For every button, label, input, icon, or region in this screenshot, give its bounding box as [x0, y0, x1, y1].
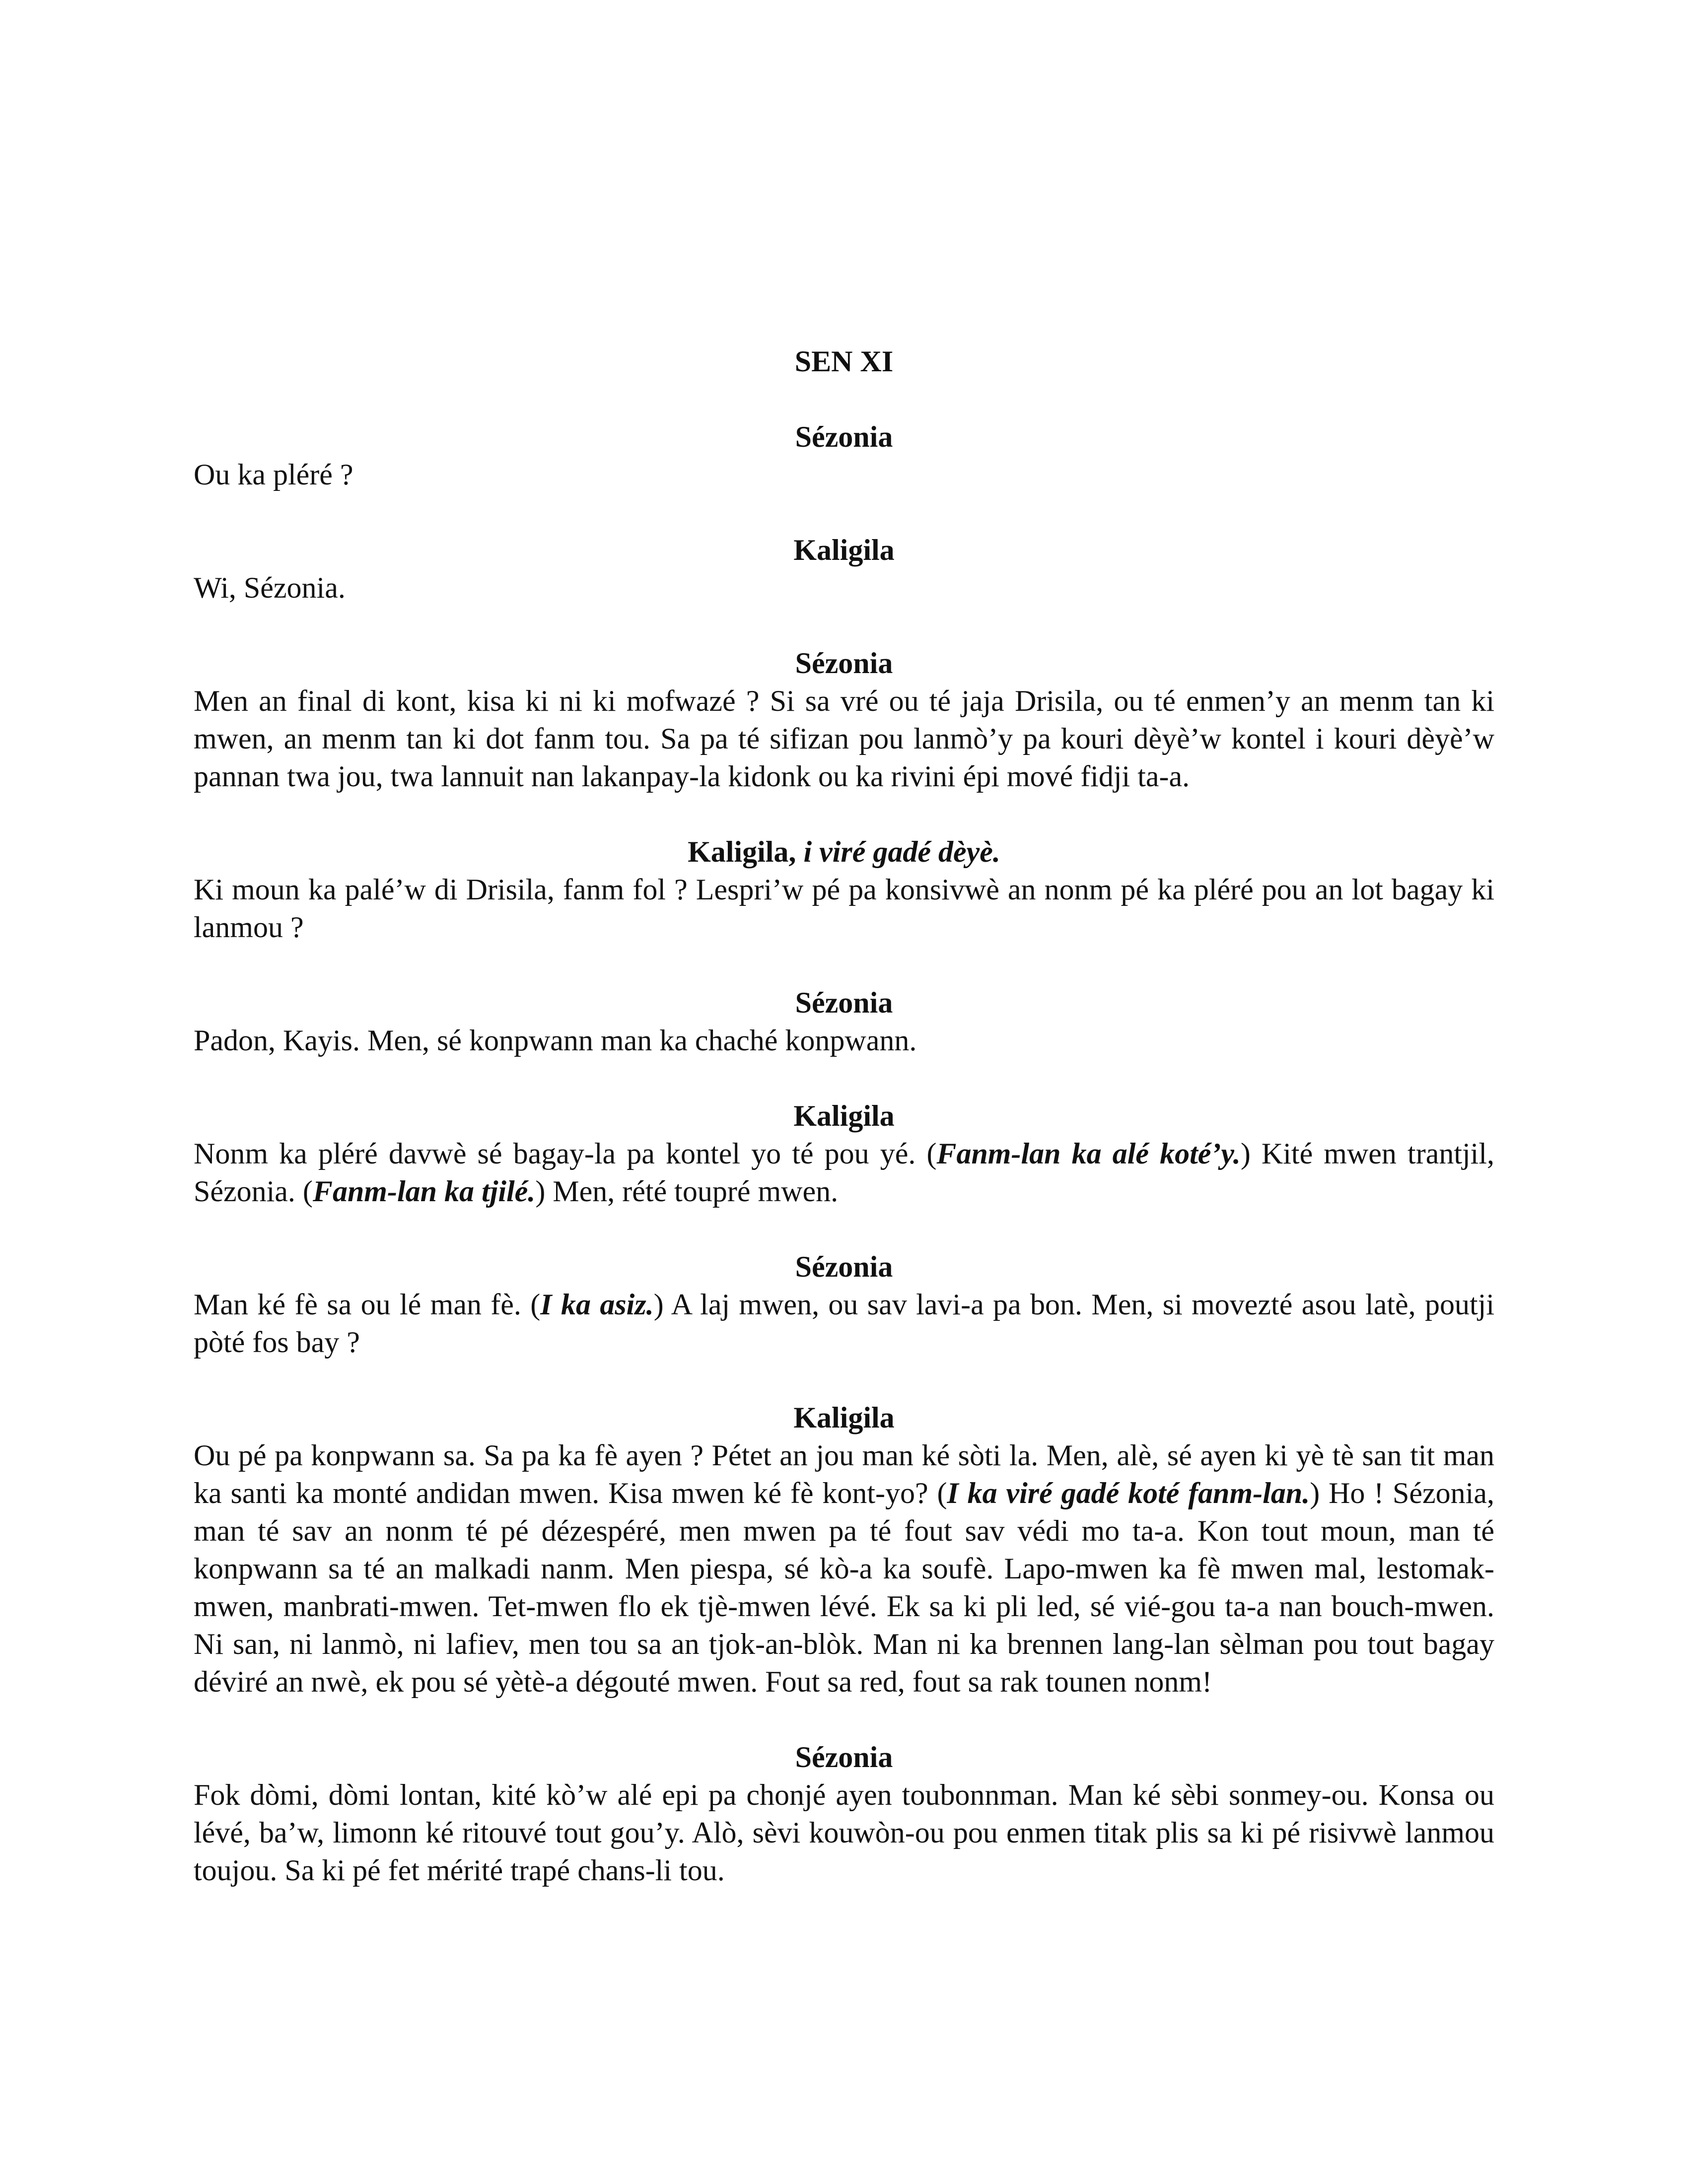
dialogue-block — [194, 833, 1494, 946]
speech-text: Men an final di kont, kisa ki ni ki mofwazé ? Si sa vré ou té jaja Drisila, ou té enmen’y an menm tan ki mwen, an menm tan ki dot fanm tou. Sa pa té sifizan pou lanmò’y pa kouri dèyè’w kontel i kouri dèyè’w pannan twa jou, twa lannuit nan lakanpay-la kidonk ou ka rivini épi mové fidji ta-a. — [194, 684, 1494, 793]
speech-segment: ) Men, rété toupré mwen. — [535, 1175, 839, 1208]
document-page — [194, 342, 1494, 1927]
speech-segment: Ou pé pa konpwann sa. Sa pa ka fè ayen ? Pétet an jou man ké sòti la. Men, alè, sé ayen ki yè tè san tit man ka santi ka monté andidan mwen. Kisa mwen ké fè kont-yo? ( — [194, 1439, 1494, 1509]
dialogue-block — [194, 1248, 1494, 1361]
scene-title: SEN XI — [794, 345, 894, 378]
speech-segment: ) Kité mwen trantjil, Sézonia. ( — [194, 1137, 1494, 1208]
dialogue-block — [194, 984, 1494, 1059]
speech-text: Fok dòmi, dòmi lontan, kité kò’w alé epi pa chonjé ayen toubonnman. Man ké sèbi sonmey-ou. Konsa ou lévé, ba’w, limonn ké ritouvé tout gou’y. Alò, sèvi kouwòn-ou pou enmen titak plis sa ki pé risivwè lanmou toujou. Sa ki pé fet mérité trapé chans-li tou. — [194, 1778, 1494, 1887]
stage-direction: i viré gadé dèyè. — [803, 835, 1000, 868]
speech-text: Wi, Sézonia. — [194, 571, 346, 604]
speaker-name: Kaligila, — [688, 835, 796, 868]
speaker-name: Sézonia — [795, 986, 893, 1019]
speech-text: Padon, Kayis. Men, sé konpwann man ka chaché konpwann. — [194, 1024, 917, 1057]
speech-text: Ou ka pléré ? — [194, 458, 353, 491]
dialogue-block — [194, 1097, 1494, 1210]
dialogue-block — [194, 644, 1494, 795]
speaker-name: Sézonia — [795, 1250, 893, 1283]
stage-direction: Fanm-lan ka tjilé. — [312, 1175, 536, 1208]
speaker-name: Kaligila — [793, 534, 895, 566]
speech-segment: ) A laj mwen, ou sav lavi-a pa bon. Men, si movezté asou latè, poutji pòté fos bay ? — [194, 1288, 1495, 1359]
speech-text — [194, 1436, 1494, 1701]
dialogue-block — [194, 1738, 1494, 1889]
stage-direction: I ka asiz. — [540, 1288, 654, 1321]
stage-direction: I ka viré gadé koté fanm-lan. — [947, 1477, 1310, 1509]
speech-text — [194, 1135, 1494, 1210]
speech-segment: Nonm ka pléré davwè sé bagay-la pa kontel yo té pou yé. ( — [194, 1137, 937, 1170]
dialogue-block — [194, 1399, 1494, 1701]
dialogue-block — [194, 531, 1494, 607]
speech-text — [194, 1286, 1494, 1361]
dialogue-block — [194, 418, 1494, 493]
stage-direction: Fanm-lan ka alé koté’y. — [936, 1137, 1241, 1170]
speaker-name: Kaligila — [793, 1099, 895, 1132]
speaker-name: Kaligila — [793, 1401, 895, 1434]
speaker-name: Sézonia — [795, 647, 893, 680]
speech-segment: Man ké fè sa ou lé man fè. ( — [194, 1288, 541, 1321]
speaker-name: Sézonia — [795, 420, 893, 453]
speaker-name: Sézonia — [795, 1741, 893, 1774]
speaker-line — [194, 833, 1494, 871]
speech-segment: ) Ho ! Sézonia, man té sav an nonm té pé dézespéré, men mwen pa té fout sav védi mo ta-a. Kon tout moun, man té konpwann sa té an malkadi nanm. Men piespa, sé kò-a ka soufè. Lapo-mwen ka fè mwen mal, lestomak-mwen, manbrati-mwen. Tet-mwen flo ek tjè-mwen lévé. Ek sa ki pli led, sé vié-gou ta-a nan bouch-mwen. Ni san, ni lanmò, ni lafiev, men tou sa an tjok-an-blòk. Man ni ka brennen lang-lan sèlman pou tout bagay déviré an nwè, ek pou sé yètè-a dégouté mwen. Fout sa red, fout sa rak tounen nonm! — [194, 1477, 1494, 1698]
speech-text: Ki moun ka palé’w di Drisila, fanm fol ? Lespri’w pé pa konsivwè an nonm pé ka pléré pou an lot bagay ki lanmou ? — [194, 873, 1494, 944]
